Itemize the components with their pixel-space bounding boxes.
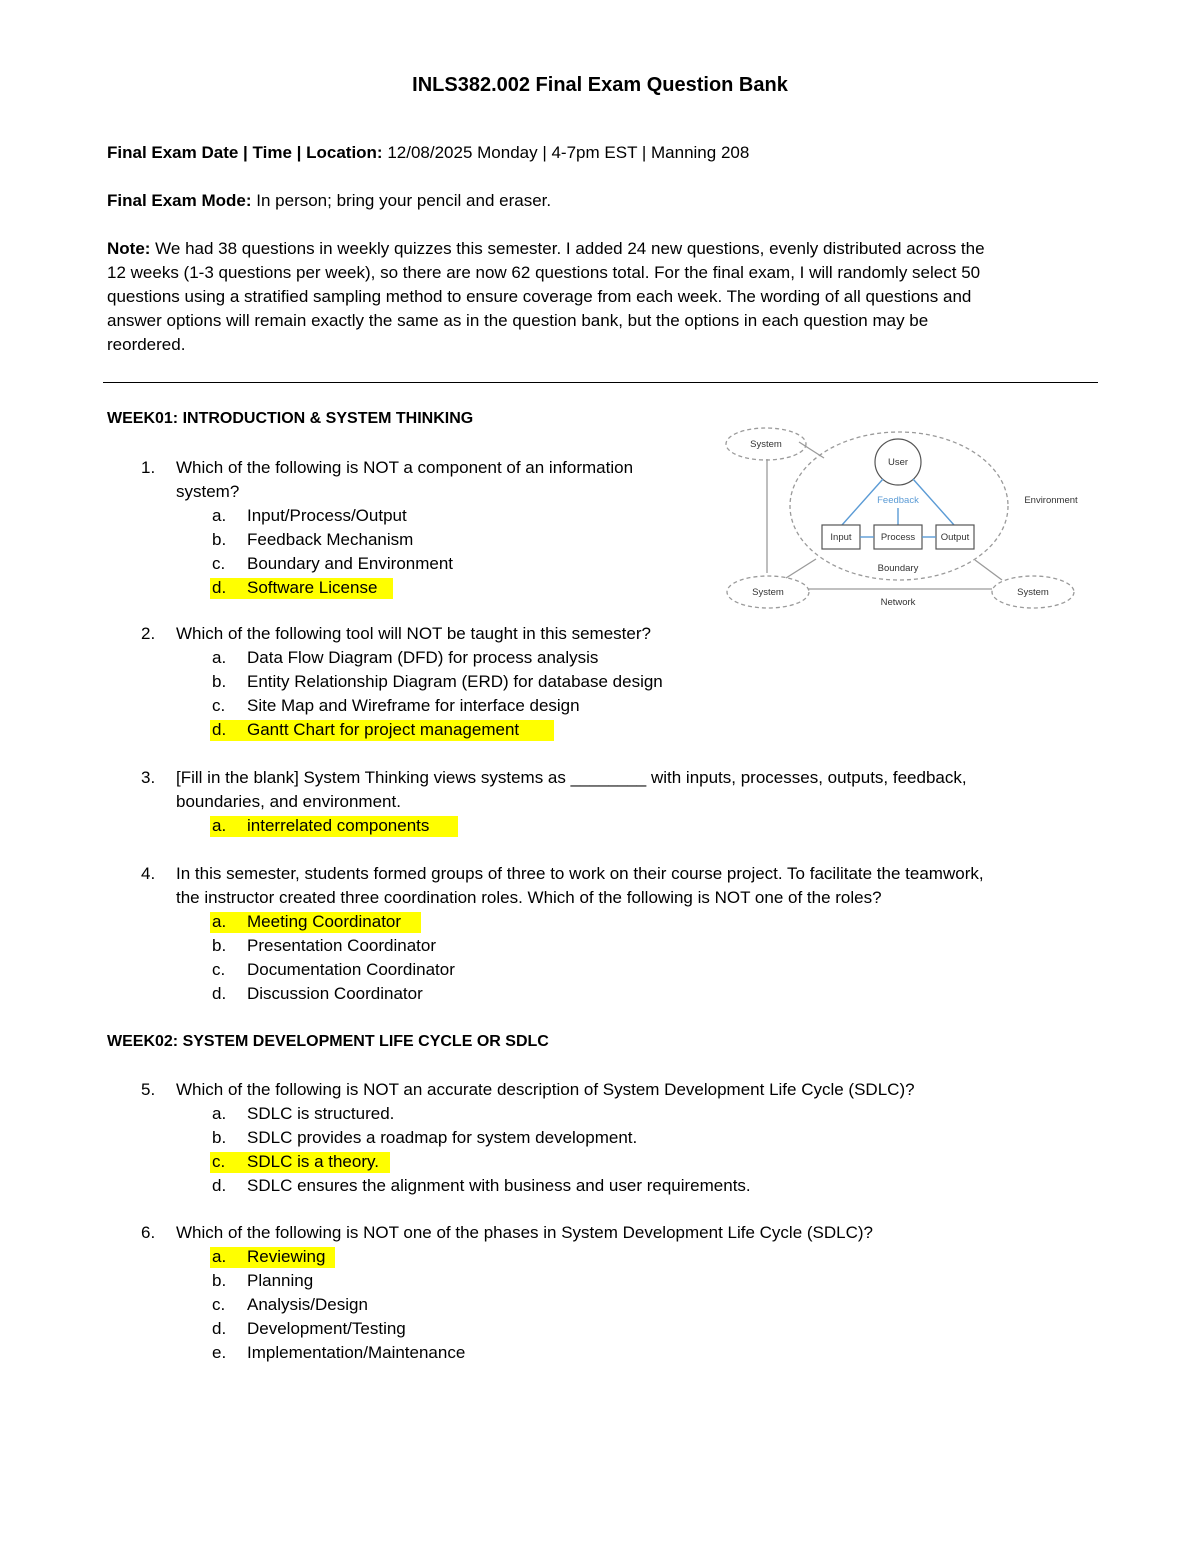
question-stem [176, 1221, 873, 1245]
option-letter: a. [212, 1247, 227, 1266]
option-letter: a. [212, 648, 227, 667]
option-letter: d. [212, 578, 227, 597]
option-text: Software License [247, 578, 378, 597]
stem-line: the instructor created three coordination roles. Which of the following is NOT one of the roles? [176, 888, 882, 907]
option-text: Presentation Coordinator [247, 936, 437, 955]
option-text: SDLC is structured. [247, 1104, 395, 1123]
option-letter: b. [212, 1128, 227, 1147]
question-number: 1. [141, 458, 156, 477]
stem-line: boundaries, and environment. [176, 792, 401, 811]
exam-mode-label: Final Exam Mode: [107, 191, 252, 210]
option-text: Data Flow Diagram (DFD) for process analysis [247, 648, 599, 667]
note-line: questions using a stratified sampling method to ensure coverage from each week. The wording of all questions and [107, 287, 972, 306]
exam-note [107, 237, 1092, 357]
option-text: Development/Testing [247, 1319, 406, 1338]
diagram-label: Process [880, 532, 916, 543]
diagram-label: System [750, 439, 782, 450]
question-number: 6. [141, 1223, 156, 1242]
option-letter: c. [212, 960, 226, 979]
option-text: Reviewing [247, 1247, 326, 1266]
option-letter: a. [212, 506, 227, 525]
diagram-label: System [752, 587, 784, 598]
stem-line: system? [176, 482, 240, 501]
stem-line: Which of the following is NOT a component of an information [176, 458, 634, 477]
option-letter: c. [212, 696, 226, 715]
diagram-label: Input [830, 532, 852, 543]
option-letter: a. [212, 816, 227, 835]
stem-line: Which of the following tool will NOT be taught in this semester? [176, 624, 651, 643]
note-line: We had 38 questions in weekly quizzes this semester. I added 24 new questions, evenly distributed across the [150, 239, 985, 258]
note-line: answer options will remain exactly the same as in the question bank, but the options in each question may be [107, 311, 929, 330]
stem-line: Which of the following is NOT one of the phases in System Development Life Cycle (SDLC)? [176, 1223, 873, 1242]
option-letter: c. [212, 1152, 226, 1171]
exam-date-label: Final Exam Date | Time | Location: [107, 143, 383, 162]
option-letter: b. [212, 936, 227, 955]
option-text: SDLC ensures the alignment with business and user requirements. [247, 1176, 751, 1195]
option-letter: d. [212, 984, 227, 1003]
option-letter: a. [212, 912, 227, 931]
option-text: Analysis/Design [247, 1295, 368, 1314]
section-divider [103, 382, 1098, 383]
diagram-label: Network [880, 597, 916, 608]
option-text: Meeting Coordinator [247, 912, 402, 931]
option-letter: b. [212, 530, 227, 549]
diagram-label: System [1017, 587, 1049, 598]
question-stem [176, 862, 984, 910]
exam-date-line [107, 141, 1092, 165]
exam-mode-line [107, 189, 1092, 213]
exam-date-value: 12/08/2025 Monday | 4-7pm EST | Manning 208 [382, 143, 750, 162]
option-text: Feedback Mechanism [247, 530, 414, 549]
option-letter: d. [212, 720, 227, 739]
note-line: 12 weeks (1-3 questions per week), so there are now 62 questions total. For the final exam, I will randomly select 50 [107, 263, 981, 282]
diagram-label: Boundary [877, 563, 919, 574]
note-label: Note: [107, 239, 151, 258]
system-thinking-diagram [720, 422, 1080, 614]
week-heading: WEEK01: INTRODUCTION & SYSTEM THINKING [107, 410, 474, 427]
diagram-label: Output [940, 532, 970, 543]
option-text: Boundary and Environment [247, 554, 454, 573]
week-heading: WEEK02: SYSTEM DEVELOPMENT LIFE CYCLE OR SDLC [107, 1033, 549, 1050]
option-letter: c. [212, 1295, 226, 1314]
option-text: Input/Process/Output [247, 506, 407, 525]
option-letter: a. [212, 1104, 227, 1123]
option-text: Documentation Coordinator [247, 960, 455, 979]
question-stem [176, 766, 967, 814]
question-number: 2. [141, 624, 156, 643]
exam-mode-value: In person; bring your pencil and eraser. [251, 191, 552, 210]
option-text: Site Map and Wireframe for interface design [247, 696, 580, 715]
option-text: Implementation/Maintenance [247, 1343, 466, 1362]
question-stem [176, 622, 651, 646]
option-letter: e. [212, 1343, 227, 1362]
option-text: SDLC is a theory. [247, 1152, 379, 1171]
option-letter: d. [212, 1319, 227, 1338]
option-text: Discussion Coordinator [247, 984, 423, 1003]
diagram-label: User [887, 457, 909, 468]
option-letter: c. [212, 554, 226, 573]
question-stem [176, 456, 633, 504]
diagram-label: Feedback [877, 495, 919, 506]
stem-line: Which of the following is NOT an accurate description of System Development Life Cycle (SDLC)? [176, 1080, 915, 1099]
diagram-label: Environment [1024, 495, 1078, 506]
note-line: reordered. [107, 335, 186, 354]
option-letter: b. [212, 1271, 227, 1290]
question-number: 3. [141, 768, 156, 787]
option-text: interrelated components [247, 816, 430, 835]
option-text: Entity Relationship Diagram (ERD) for database design [247, 672, 663, 691]
option-text: Planning [247, 1271, 314, 1290]
option-text: SDLC provides a roadmap for system development. [247, 1128, 638, 1147]
stem-line: [Fill in the blank] System Thinking views systems as ________ with inputs, processes, outputs, feedback, [176, 768, 967, 787]
option-letter: d. [212, 1176, 227, 1195]
document-title: INLS382.002 Final Exam Question Bank [412, 74, 788, 96]
question-number: 5. [141, 1080, 156, 1099]
question-number: 4. [141, 864, 156, 883]
question-stem [176, 1078, 915, 1102]
option-letter: b. [212, 672, 227, 691]
option-text: Gantt Chart for project management [247, 720, 520, 739]
stem-line: In this semester, students formed groups of three to work on their course project. To facilitate the teamwork, [176, 864, 984, 883]
